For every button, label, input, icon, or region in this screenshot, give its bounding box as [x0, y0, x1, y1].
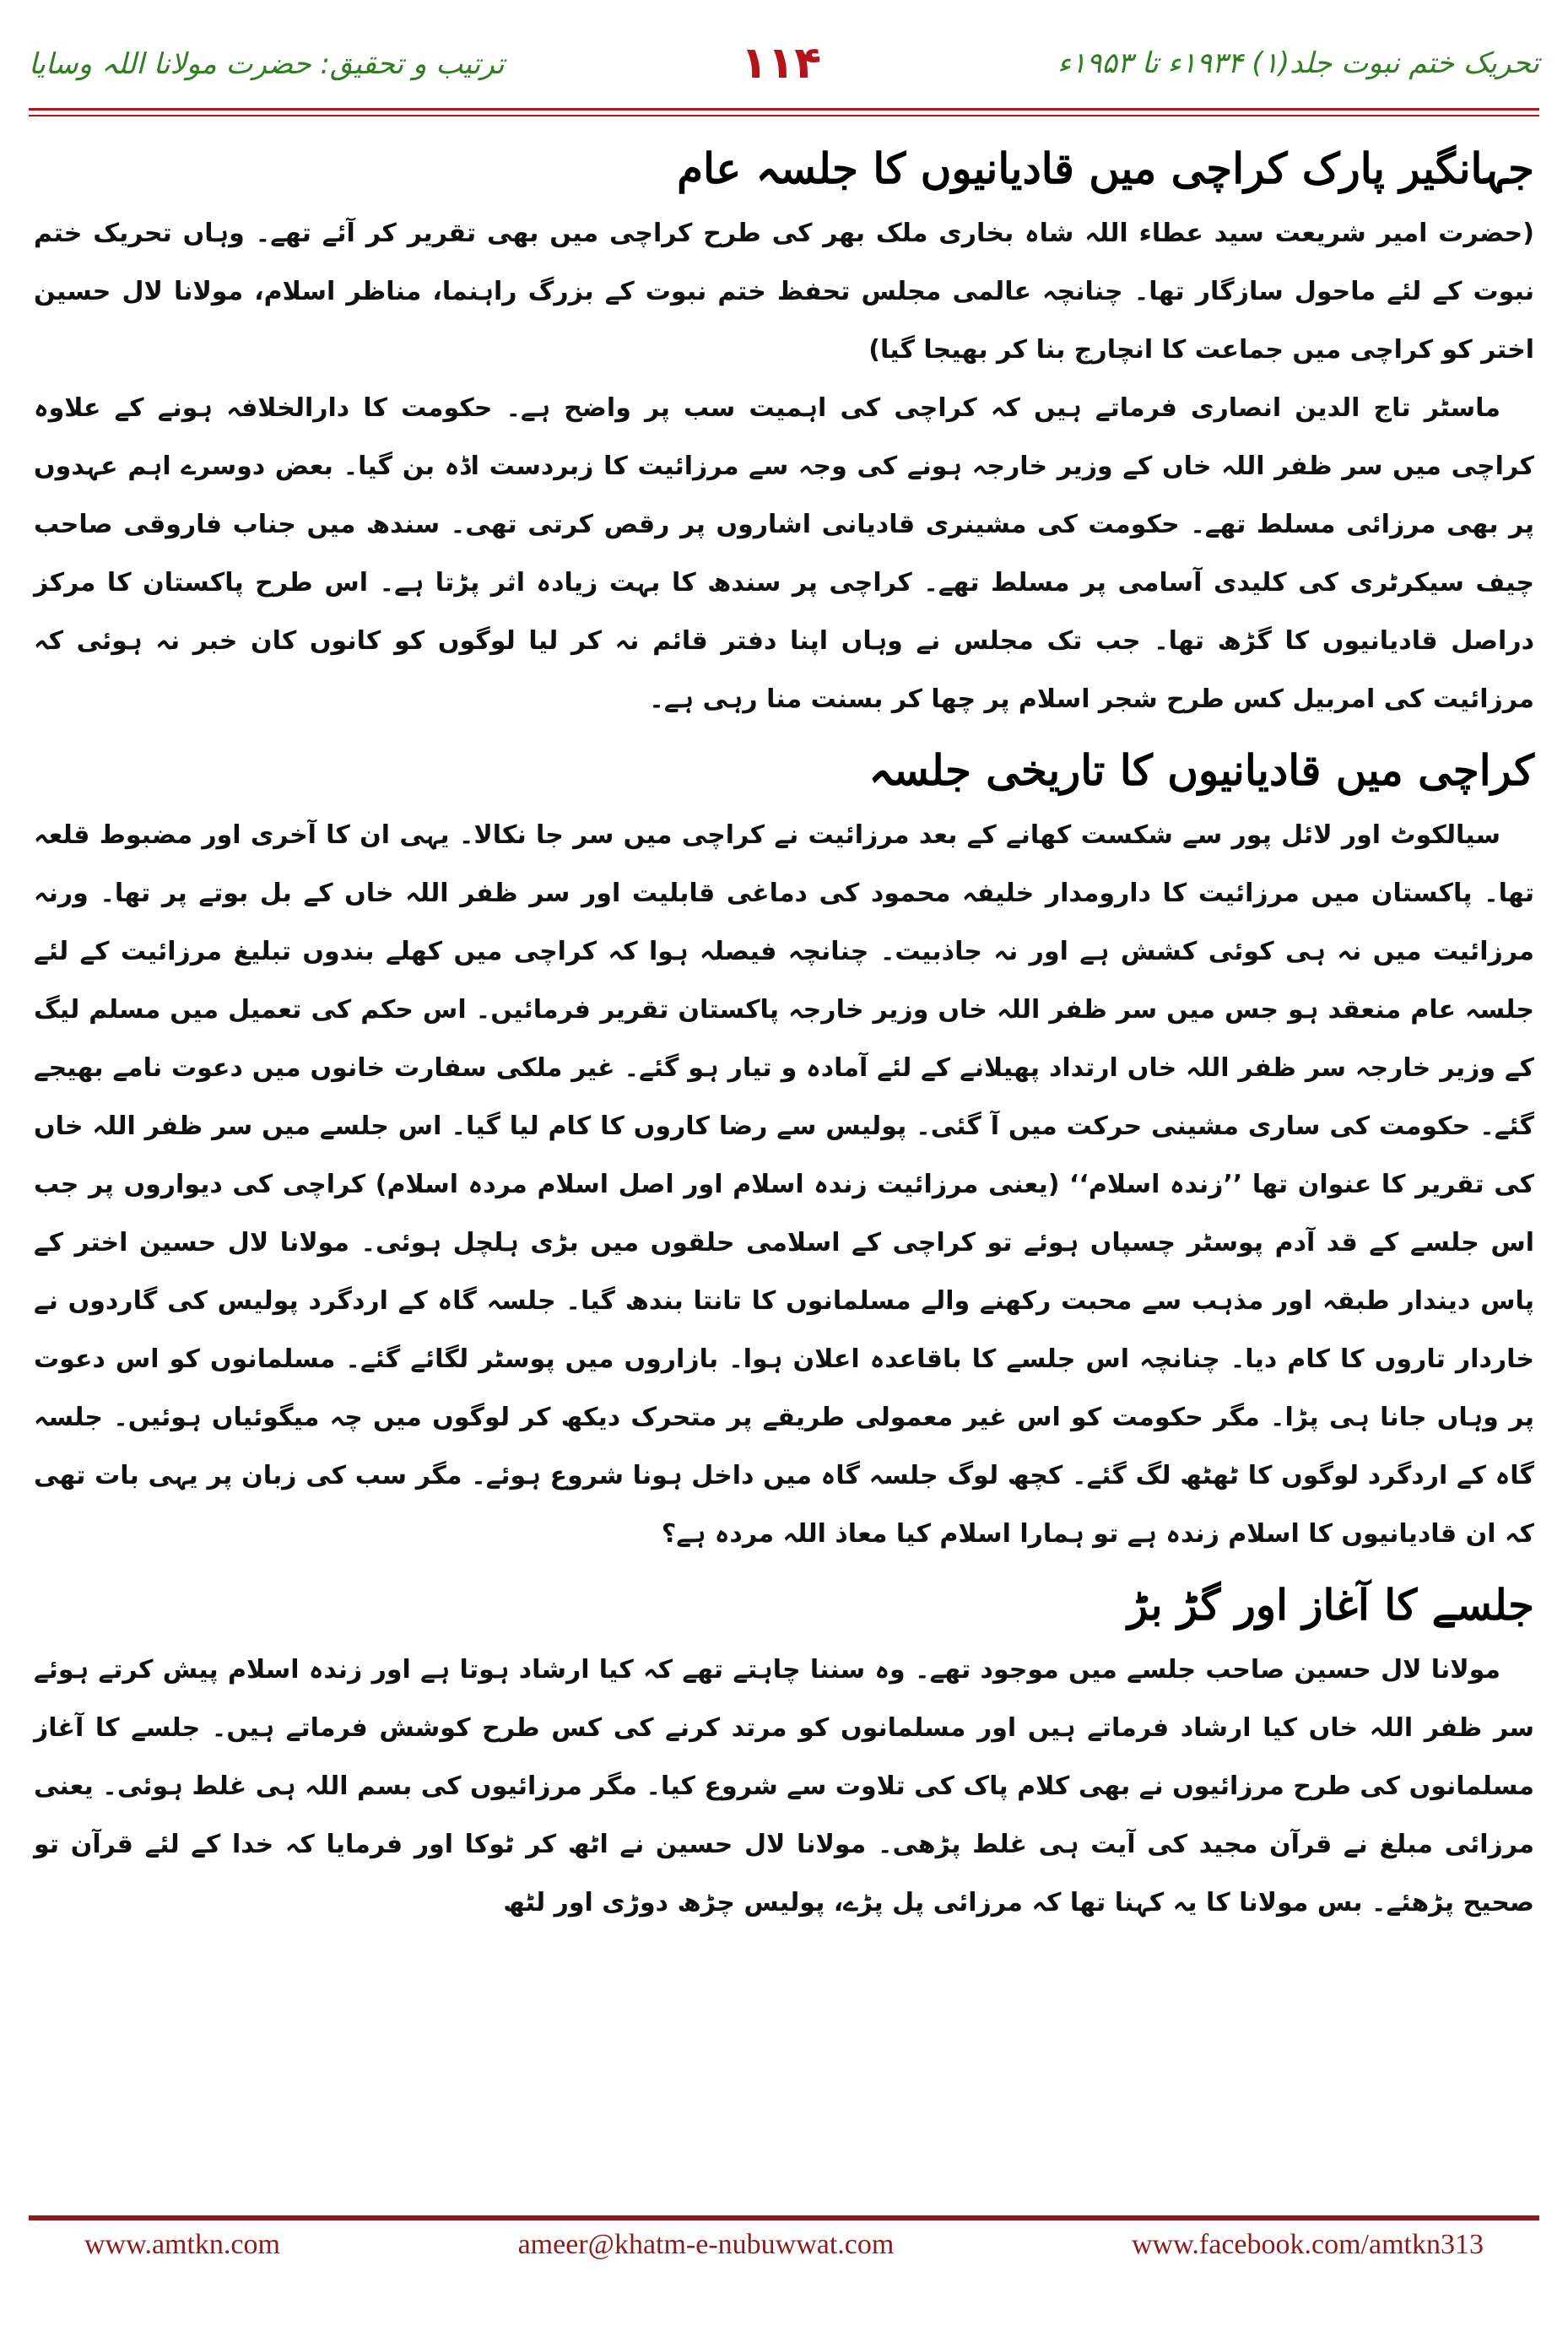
header-rule	[29, 108, 1539, 111]
footer-links	[84, 2229, 1484, 2261]
footer-rule	[29, 2215, 1539, 2220]
paragraph: سیالکوٹ اور لائل پور سے شکست کھانے کے بعد مرزائیت نے کراچی میں سر جا نکالا۔ یہی ان کا آخری اور مضبوط قلعہ تھا۔ پاکستان میں مرزائیت کا دارومدار خلیفہ محمود کی دماغی قابلیت اور سر ظفر اللہ خاں کے بل بوتے پر تھا۔ ورنہ مرزائیت میں نہ ہی کوئی کشش ہے اور نہ جاذبیت۔ چنانچہ فیصلہ ہوا کہ کراچی میں کھلے بندوں تبلیغ مرزائیت کے لئے جلسہ عام منعقد ہو جس میں سر ظفر اللہ خاں وزیر خارجہ پاکستان تقریر فرمائیں۔ اس حکم کی تعمیل میں مسلم لیگ کے وزیر خارجہ سر ظفر اللہ خاں ارتداد پھیلانے کے لئے آمادہ و تیار ہو گئے۔ غیر ملکی سفارت خانوں میں دعوت نامے بھیجے گئے۔ حکومت کی ساری مشینی حرکت میں آ گئی۔ پولیس سے رضا کاروں کا کام لیا گیا۔ اس جلسے میں سر ظفر اللہ خاں کی تقریر کا عنوان تھا ’’زندہ اسلام‘‘ (یعنی مرزائیت زندہ اسلام اور اصل اسلام مردہ اسلام) کراچی کی دیواروں پر جب اس جلسے کے قد آدم پوسٹر چسپاں ہوئے تو کراچی کے اسلامی حلقوں میں بڑی ہلچل ہوئی۔ مولانا لال حسین اختر کے پاس دیندار طبقہ اور مذہب سے محبت رکھنے والے مسلمانوں کا تانتا بندھ گیا۔ جلسہ گاہ کے اردگرد پولیس کی گاردوں نے خاردار تاروں کا کام دیا۔ چنانچہ اس جلسے کا باقاعدہ اعلان ہوا۔ بازاروں میں پوسٹر لگائے گئے۔ مسلمانوں کو اس دعوت پر وہاں جانا ہی پڑا۔ مگر حکومت کو اس غیر معمولی طریقے پر متحرک دیکھ کر لوگوں میں چہ میگوئیاں ہوئیں۔ جلسہ گاہ کے اردگرد لوگوں کا ٹھٹھ لگ گئے۔ کچھ لوگ جلسہ گاہ میں داخل ہونا شروع ہوئے۔ مگر سب کی زبان پر یہی بات تھی کہ ان قادیانیوں کا اسلام زندہ ہے تو ہمارا اسلام کیا معاذ اللہ مردہ ہے؟	[34, 820, 1534, 1549]
section-heading: جلسے کا آغاز اور گڑ بڑ	[1127, 1580, 1534, 1630]
section-heading: کراچی میں قادیانیوں کا تاریخی جلسہ	[868, 745, 1534, 795]
facebook-link[interactable]: www.facebook.com/amtkn313	[1131, 2229, 1484, 2260]
page-body	[34, 127, 1534, 2199]
page-number: ۱۱۴	[740, 38, 821, 89]
page-footer	[0, 2215, 1568, 2342]
paragraph: مولانا لال حسین صاحب جلسے میں موجود تھے۔ وہ سننا چاہتے تھے کہ کیا ارشاد ہوتا ہے اور زندہ اسلام پیش کرتے ہوئے سر ظفر اللہ خاں کیا ارشاد فرماتے ہیں اور مسلمانوں کو مرتد کرنے کی کس طرح کوشش فرماتے ہیں۔ جلسے کا آغاز مسلمانوں کی طرح مرزائیوں نے بھی کلام پاک کی تلاوت سے شروع کیا۔ مگر مرزائیوں کی بسم اللہ ہی غلط ہوئی۔ یعنی مرزائی مبلغ نے قرآن مجید کی آیت ہی غلط پڑھی۔ مولانا لال حسین نے اٹھ کر ٹوکا اور فرمایا کہ خدا کے لئے قرآن تو صحیح پڑھئے۔ بس مولانا کا یہ کہنا تھا کہ مرزائی پل پڑے، پولیس چڑھ دوڑی اور لٹھ	[34, 1655, 1534, 1917]
header-rule-thin	[29, 115, 1539, 116]
website-link[interactable]: www.amtkn.com	[84, 2229, 280, 2260]
email-link[interactable]: ameer@khatm-e-nubuwwat.com	[517, 2229, 895, 2260]
book-title: تحریک ختم نبوت جلد(۱) ۱۹۳۴ء تا ۱۹۵۳ء	[1057, 46, 1539, 80]
compiler-credit: ترتیب و تحقیق: حضرت مولانا اللہ وسایا	[29, 46, 505, 81]
paragraph: ماسٹر تاج الدین انصاری فرماتے ہیں کہ کراچی کی اہمیت سب پر واضح ہے۔ حکومت کا دارالخلافہ ہونے کے علاوہ کراچی میں سر ظفر اللہ خاں کے وزیر خارجہ ہونے کی وجہ سے مرزائیت کا زبردست اڈہ بن گیا۔ بعض دوسرے اہم عہدوں پر بھی مرزائی مسلط تھے۔ حکومت کی مشینری قادیانی اشاروں پر رقص کرتی تھی۔ سندھ میں جناب فاروقی صاحب چیف سیکرٹری کی کلیدی آسامی پر مسلط تھے۔ کراچی پر سندھ کا بہت زیادہ اثر پڑتا ہے۔ اس طرح پاکستان کا مرکز دراصل قادیانیوں کا گڑھ تھا۔ جب تک مجلس نے وہاں اپنا دفتر قائم نہ کر لیا لوگوں کو کانوں کان خبر نہ ہوئی کہ مرزائیت کی امربیل کس طرح شجر اسلام پر چھا کر بسنت منا رہی ہے۔	[34, 393, 1534, 714]
paragraph: (حضرت امیر شریعت سید عطاء اللہ شاہ بخاری ملک بھر کی طرح کراچی میں بھی تقریر کر آئے تھے۔ وہاں تحریک ختم نبوت کے لئے ماحول سازگار تھا۔ چنانچہ عالمی مجلس تحفظ ختم نبوت کے بزرگ راہنما، مناظر اسلام، مولانا لال حسین اختر کو کراچی میں جماعت کا انچارج بنا کر بھیجا گیا)	[34, 219, 1534, 365]
page-header	[29, 25, 1539, 101]
section-heading: جہانگیر پارک کراچی میں قادیانیوں کا جلسہ عام	[677, 143, 1534, 193]
